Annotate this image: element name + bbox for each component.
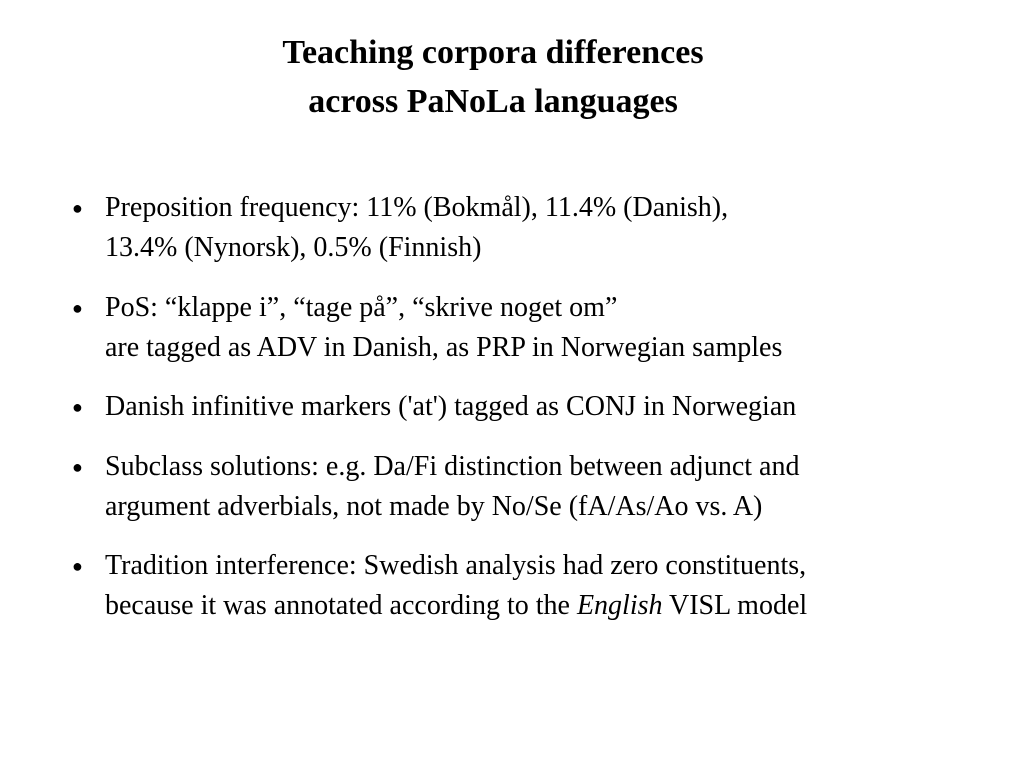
bullet-text-line: PoS: “klappe i”, “tage på”, “skrive noget om” [105, 291, 618, 323]
bullet-text-segment: VISL model [662, 590, 808, 621]
bullet-dot-icon: ● [72, 397, 83, 417]
bullet-dot-icon: ● [72, 556, 83, 576]
emphasis-english: English [576, 590, 663, 621]
bullet-text-line: Subclass solutions: e.g. Da/Fi distinction between adjunct and [105, 450, 800, 482]
bullet-text-segment: because it was annotated according to the [105, 590, 577, 621]
bullet-text-line: Tradition interference: Swedish analysis had zero constituents, [105, 550, 807, 581]
bullet-text-line: 13.4% (Nynorsk), 0.5% (Finnish) [105, 232, 482, 263]
bullet-dot-icon: ● [72, 297, 83, 318]
bullet-text-line [105, 586, 1023, 626]
slide-title-line-1: Teaching corpora differences [282, 34, 704, 71]
slide-title-line-2: across PaNoLa languages [308, 83, 678, 120]
bullet-list [0, 188, 1023, 646]
bullet-item-tradition-interference [0, 546, 1023, 626]
bullet-text-line: Preposition frequency: 11% (Bokmål), 11.4% (Danish), [105, 192, 729, 223]
bullet-item-preposition-frequency [0, 188, 1023, 268]
bullet-item-subclass-solutions [0, 447, 1023, 527]
bullet-item-infinitive-markers [0, 387, 1023, 427]
bullet-text-line: Danish infinitive markers ('at') tagged as CONJ in Norwegian [105, 391, 797, 422]
bullet-dot-icon: ● [72, 456, 83, 477]
bullet-dot-icon: ● [72, 198, 83, 218]
bullet-text-line: argument adverbials, not made by No/Se (fA/As/Ao vs. A) [105, 490, 763, 522]
slide-title [0, 28, 986, 126]
bullet-item-pos [0, 288, 1023, 368]
bullet-text-line: are tagged as ADV in Danish, as PRP in Norwegian samples [105, 331, 783, 363]
